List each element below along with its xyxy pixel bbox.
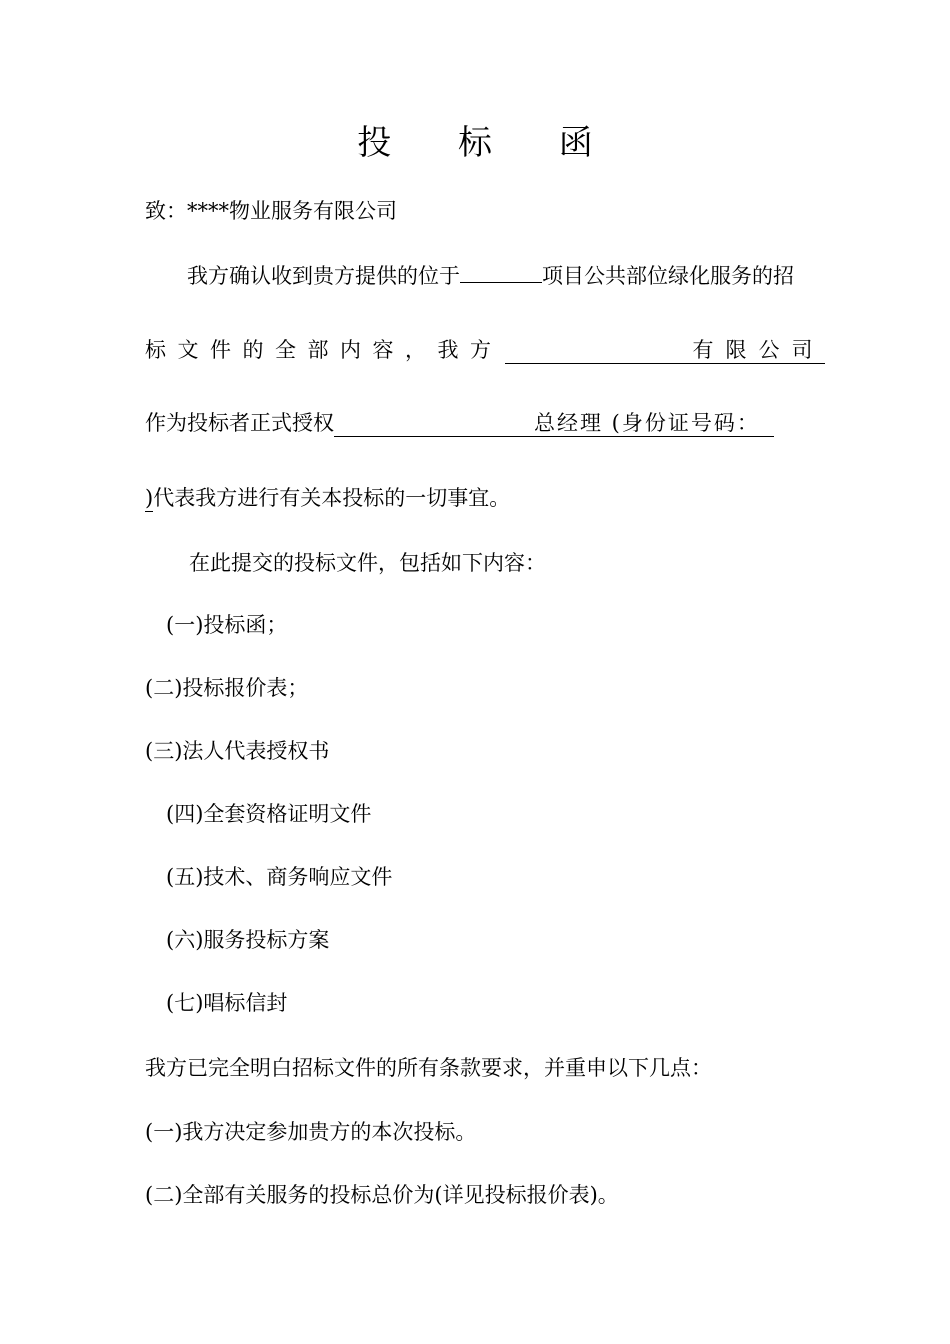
paragraph-1-line-3 bbox=[145, 408, 774, 438]
content-item: (五)技术、商务响应文件 bbox=[166, 865, 393, 889]
content-item: (六)服务投标方案 bbox=[166, 928, 330, 952]
text-segment: 标文件的全部内容，我方 bbox=[145, 338, 503, 362]
paragraph-3: 我方已完全明白招标文件的所有条款要求，并重申以下几点： bbox=[145, 1056, 712, 1080]
blank-location bbox=[460, 260, 542, 283]
text-segment: 代表我方进行有关本投标的一切事宜。 bbox=[153, 486, 511, 510]
addressee-line: 致：****物业服务有限公司 bbox=[145, 199, 397, 223]
id-close-paren: ) bbox=[145, 486, 154, 510]
position-text: 总经理 (身份证号码： bbox=[534, 411, 760, 435]
text-segment: 我方确认收到贵方提供的位于 bbox=[187, 264, 460, 288]
content-item: (三)法人代表授权书 bbox=[145, 739, 330, 763]
paragraph-1-line-1 bbox=[187, 260, 794, 291]
blank-company bbox=[505, 337, 825, 364]
point-item: (二)全部有关服务的投标总价为(详见投标报价表)。 bbox=[145, 1183, 619, 1207]
blank-authorized-person bbox=[334, 410, 774, 437]
content-item: (二)投标报价表； bbox=[145, 676, 309, 700]
content-item: (一)投标函； bbox=[166, 613, 288, 637]
paragraph-1-line-4 bbox=[145, 483, 510, 513]
content-item: (七)唱标信封 bbox=[166, 991, 288, 1015]
text-segment: 项目公共部位绿化服务的招 bbox=[542, 264, 794, 288]
paragraph-1-line-2 bbox=[145, 335, 825, 365]
content-item: (四)全套资格证明文件 bbox=[166, 802, 372, 826]
point-item: (一)我方决定参加贵方的本次投标。 bbox=[145, 1120, 477, 1144]
paragraph-2: 在此提交的投标文件，包括如下内容： bbox=[189, 551, 546, 575]
text-segment: 作为投标者正式授权 bbox=[145, 411, 334, 435]
document-title: 投 标 函 bbox=[357, 123, 621, 163]
company-suffix: 有限公司 bbox=[692, 338, 825, 362]
